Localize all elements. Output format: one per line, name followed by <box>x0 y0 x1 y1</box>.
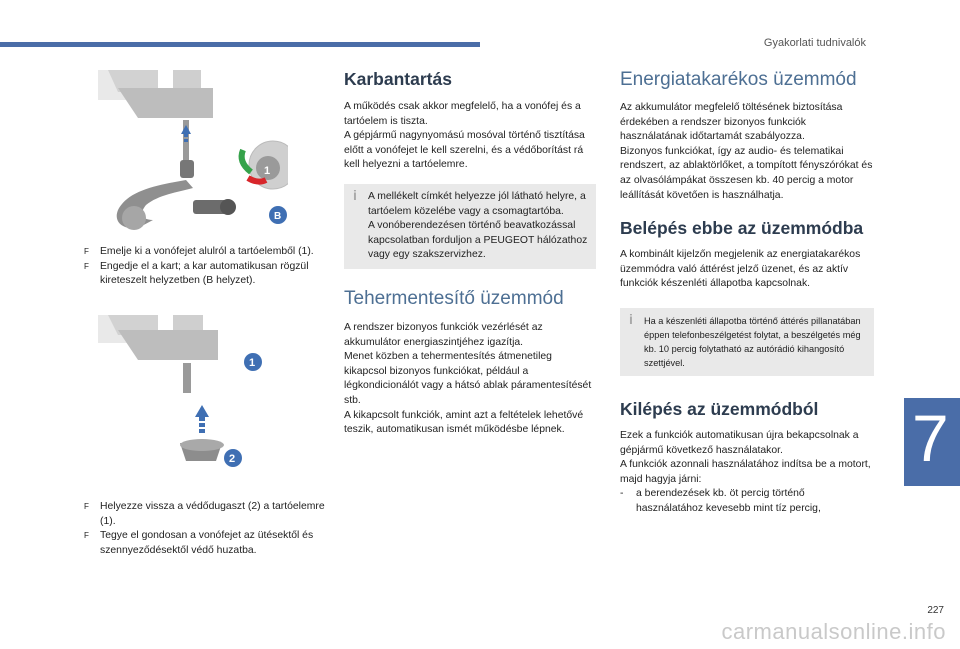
list-item: F Engedje el a kart; a kar automatikusan rögzül kireteszelt helyzetben (B helyzet). <box>84 260 309 287</box>
exiting-title: Kilépés az üzemmódból <box>620 398 819 419</box>
watermark: carmanualsonline.info <box>721 619 946 644</box>
maintenance-info-box <box>344 184 596 269</box>
right-column <box>620 68 874 517</box>
bullet-marker: F <box>84 261 89 271</box>
exiting-text: A funkciók azonnali használatához indítsa be a motort, majd hagyja járni: <box>620 459 871 485</box>
load-shedding-text: Menet közben a tehermentesítés átmenetileg kikapcsol bizonyos funkciókat, például a légkondicionálót vagy a hátsó ablak páramentesítését stb. <box>344 351 592 406</box>
info-icon: i <box>629 310 633 327</box>
header-bar <box>0 42 480 47</box>
energy-saving-text: Az akkumulátor megfelelő töltésének biztosítása érdekében a rendszer bizonyos funkciók használatának időtartamát szabályozza. <box>620 102 843 143</box>
load-shedding-title: Tehermentesítő üzemmód <box>344 287 564 309</box>
info-text: A vonóberendezésen történő beavatkozással kapcsolatban forduljon a PEUGEOT hálózathoz vagy egy szakszervizhez. <box>368 220 588 261</box>
storage-steps <box>84 500 334 558</box>
protective-plug-illustration <box>98 315 288 480</box>
info-text: A mellékelt címkét helyezze jól látható helyre, a tartóelem közelébe vagy a csomagtartóba. <box>368 190 586 217</box>
load-shedding-text: A rendszer bizonyos funkciók vezérlését az akkumulátor energiaszintjéhez igazítja. <box>344 321 543 348</box>
chapter-tab <box>904 398 960 486</box>
callout-1: 1 <box>264 165 271 177</box>
bullet-marker: F <box>84 531 89 541</box>
callout-b: B <box>274 211 282 222</box>
list-item: F Tegye el gondosan a vonófejet az ütésektől és szennyeződésektől védő huzatba. <box>84 530 314 556</box>
entering-info-box <box>620 308 874 376</box>
maintenance-title: Karbantartás <box>344 69 452 89</box>
list-item: F Helyezze vissza a védődugaszt (2) a tartóelemre (1). <box>84 501 325 527</box>
list-item: - a berendezések kb. öt percig történő használatához kevesebb mint tíz percig, <box>620 488 821 514</box>
list-item: F Emelje ki a vonófejet alulról a tartóelemből (1). <box>84 245 334 260</box>
bullet-marker: F <box>84 502 89 511</box>
entering-title: Belépés ebbe az üzemmódba <box>620 218 864 239</box>
energy-saving-text: Bizonyos funkciókat, így az audio- és telematikai rendszert, az ablaktörlőket, a tompított fényszórókat és az olvasólámpákat összesen kb. 40 percig a motor leállítását követően is használhatja. <box>620 145 873 201</box>
chapter-number: 7 <box>912 401 949 475</box>
towbar-removal-illustration <box>98 70 288 240</box>
maintenance-text: A gépjármű nagynyomású mosóval történő tisztítása előtt a vonófejet le kell szerelni, és a védőborítást rá kell helyezni a tartóelemre. <box>344 130 585 171</box>
page-number: 227 <box>927 605 944 616</box>
removal-steps <box>84 245 334 289</box>
maintenance-text: A működés csak akkor megfelelő, ha a vonófej és a tartóelem is tiszta. <box>344 101 581 127</box>
section-label: Gyakorlati tudnivalók <box>763 37 866 49</box>
energy-saving-title: Energiatakarékos üzemmód <box>620 69 857 90</box>
load-shedding-text: A kikapcsolt funkciók, amint azt a feltételek lehetővé teszik, automatikusan ismét működésbe lépnek. <box>344 409 584 436</box>
dash-marker: - <box>620 488 624 500</box>
callout-1: 1 <box>249 357 256 369</box>
middle-column <box>344 68 596 438</box>
info-icon: i <box>353 186 357 203</box>
info-text: Ha a készenléti állapotba történő áttérés pillanatában éppen telefonbeszélgetést folytat, a beszélgetés még kb. 10 percig folytatható az autórádió kihangosító szettjével. <box>644 315 861 368</box>
bullet-marker: F <box>84 247 89 256</box>
entering-text: A kombinált kijelzőn megjelenik az energiatakarékos üzemmódra való áttérést jelző üzenet, és az aktív funkciók készenléti állapotba kapcsolnak. <box>620 249 861 290</box>
exiting-text: Ezek a funkciók automatikusan újra bekapcsolnak a gépjármű következő használatakor. <box>620 429 859 456</box>
callout-2: 2 <box>229 453 236 465</box>
